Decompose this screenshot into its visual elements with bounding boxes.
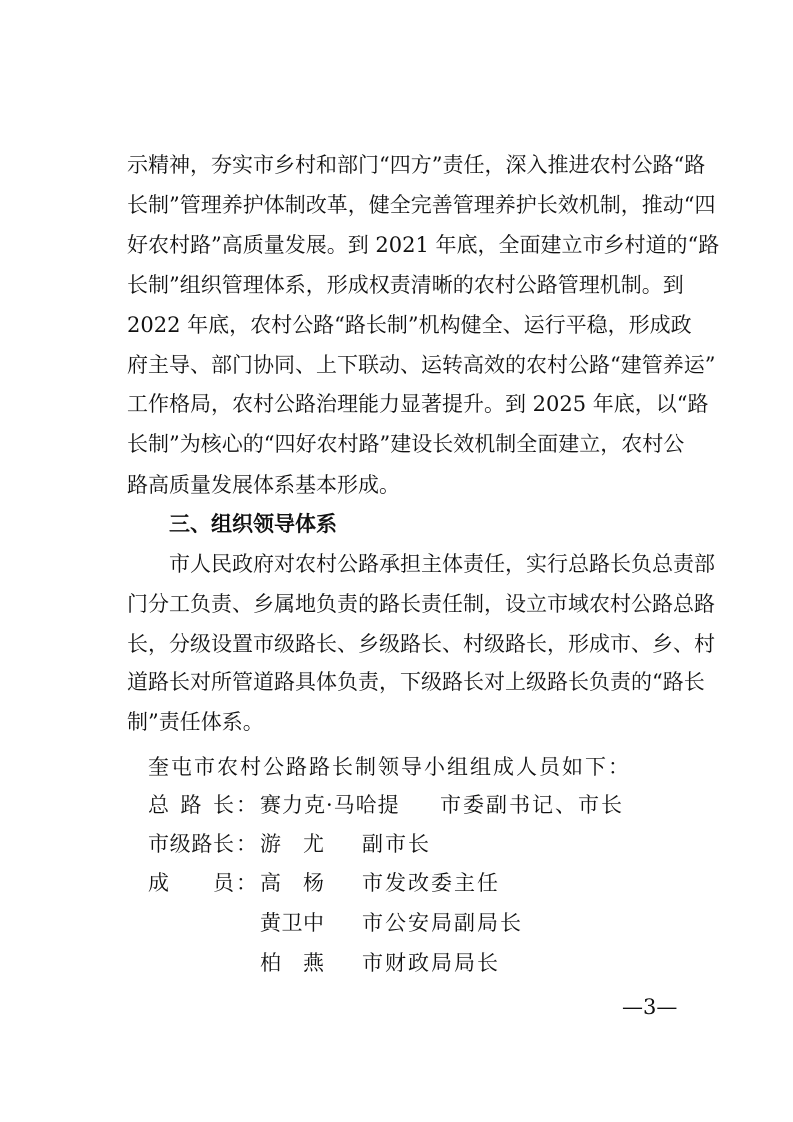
paragraph-line: 长制”管理养护体制改革，健全完善管理养护长效机制，推动“四 (127, 193, 716, 217)
member-role: 成员 (148, 871, 234, 895)
paragraph-line: 府主导、部门协同、上下联动、运转高效的农村公路“建管养运” (127, 353, 716, 377)
member-name: 高杨 (260, 871, 324, 895)
member-title: 市财政局局长 (362, 951, 500, 975)
member-row (148, 830, 708, 858)
member-list-intro: 奎屯市农村公路路长制领导小组组成人员如下： (148, 755, 631, 779)
member-name: 黄卫中 (260, 911, 324, 935)
member-title: 市发改委主任 (362, 871, 500, 895)
member-row (148, 791, 708, 819)
member-row (148, 949, 708, 977)
paragraph-line: 长，分级设置市级路长、乡级路长、村级路长，形成市、乡、村 (127, 632, 715, 656)
paragraph-line: 工作格局，农村公路治理能力显著提升。到 2025 年底，以“路 (127, 392, 709, 416)
member-title: 市委副书记、市长 (440, 793, 624, 817)
paragraph-line: 道路长对所管道路具体负责，下级路长对上级路长负责的“路长 (127, 670, 705, 694)
paragraph-line: 好农村路”高质量发展。到 2021 年底，全面建立市乡村道的“路 (127, 233, 720, 257)
paragraph-line: 长制”为核心的“四好农村路”建设长效机制全面建立，农村公 (127, 432, 685, 456)
paragraph-line: 路高质量发展体系基本形成。 (127, 473, 400, 497)
page-number: —3— (622, 995, 678, 1019)
paragraph-line: 制”责任体系。 (127, 710, 264, 734)
member-role: 市级路长 (148, 832, 234, 856)
member-colon: ： (236, 832, 257, 856)
section-heading: 三、组织领导体系 (169, 512, 337, 536)
member-row (148, 909, 708, 937)
member-role: 总路长 (148, 793, 234, 817)
member-title: 副市长 (362, 832, 431, 856)
paragraph-line: 2022 年底，农村公路“路长制”机构健全、运行平稳，形成政 (127, 313, 692, 337)
member-name: 游尤 (260, 832, 324, 856)
member-row (148, 869, 708, 897)
member-name: 赛力克·马哈提 (260, 793, 400, 817)
member-colon: ： (236, 871, 257, 895)
member-name: 柏燕 (260, 951, 324, 975)
member-title: 市公安局副局长 (362, 911, 523, 935)
paragraph-line: 门分工负责、乡属地负责的路长责任制，设立市域农村公路总路 (127, 592, 715, 616)
paragraph-line: 示精神，夯实市乡村和部门“四方”责任，深入推进农村公路“路 (127, 153, 706, 177)
paragraph-line: 长制”组织管理体系，形成权责清晰的农村公路管理机制。到 (127, 273, 684, 297)
member-colon: ： (236, 793, 257, 817)
paragraph-line: 市人民政府对农村公路承担主体责任，实行总路长负总责部 (169, 552, 715, 576)
